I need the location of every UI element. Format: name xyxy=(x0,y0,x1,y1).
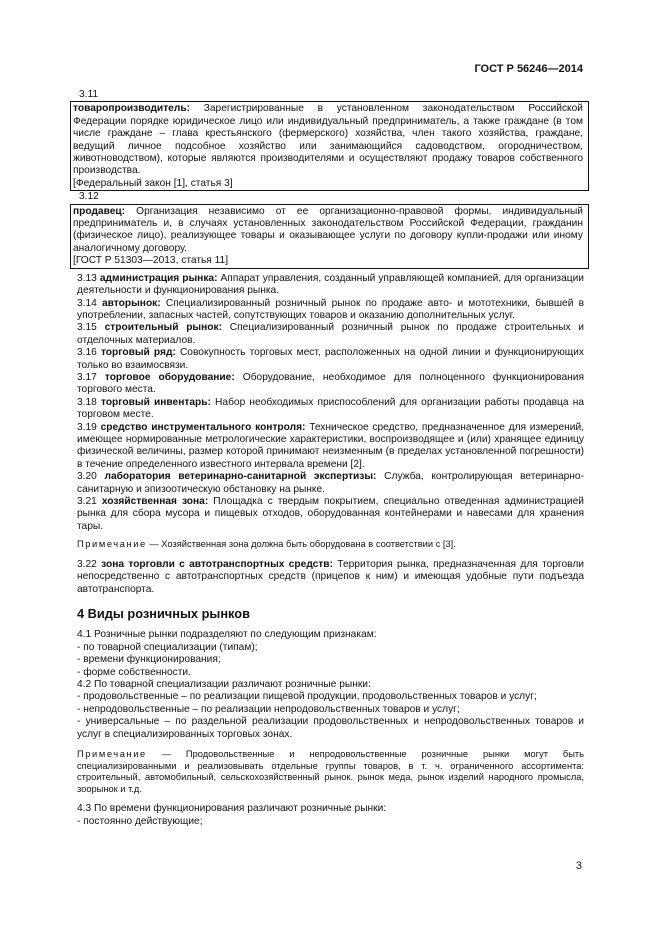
definition-text: Техническое средство, предназначенное для измерений, имеющее нормированные метрологические характеристики, воспроизводящее и (или) хранящее единицу физической величины, размер которой принимают неизменным (в пределах установленной погрешности) в течение определенного известного интервала времени [2]. xyxy=(77,421,584,470)
definition-3-22 xyxy=(77,559,584,596)
definition-3-12 xyxy=(73,206,583,256)
list-item: - времени функционирования; xyxy=(77,654,221,666)
list-4-1 xyxy=(77,642,584,679)
term: лаборатория ветеринарно-санитарной экспертизы: xyxy=(104,471,377,483)
definition-item xyxy=(77,496,584,533)
page-number: 3 xyxy=(575,860,582,872)
term-number: 3.13 xyxy=(77,272,97,284)
list-4-2 xyxy=(77,691,584,741)
term-number: 3.20 xyxy=(77,471,97,483)
term-number-3-11: 3.11 xyxy=(79,89,99,100)
paragraph-4-3: 4.3 По времени функционирования различают розничные рынки: xyxy=(77,803,387,815)
term-number: 3.14 xyxy=(77,297,97,309)
term-3-12: продавец: xyxy=(73,205,126,217)
definition-text: Служба, контролирующая ветеринарно-санитарную и эпизоотическую обстановку на рынке. xyxy=(77,471,584,495)
term-number: 3.21 xyxy=(77,496,97,507)
term: торговый ряд: xyxy=(100,347,176,359)
term: торговое оборудование: xyxy=(104,371,235,383)
definition-item xyxy=(77,422,584,472)
list-item: - постоянно действующие; xyxy=(77,815,203,827)
term: администрация рынка: xyxy=(99,272,218,284)
definition-text: Совокупность торговых мест, расположенных на одной линии и функционирующих только во взаимосвязи. xyxy=(77,347,584,371)
note-label: Примечание xyxy=(77,749,147,760)
note-text: — Продовольственные и непродовольственные розничные рынки могут быть специализированными и реализовывать отдельные группы товаров, в т. ч. ограниченного ассортимента: строительный, автомобильный, сельскохозяйственный рынок. рынок меда, рынок изделий народного промысла, зоорынок и т.д. xyxy=(77,749,584,794)
term-number: 3.19 xyxy=(77,421,97,433)
term-number: 3.16 xyxy=(77,347,97,359)
definition-text-3-12: Организация независимо от ее организационно-правовой формы, индивидуальный предприниматель и, в случаях установленных законодательством Российской Федерации, гражданин (физическое лицо), реализующее товары и оказывающее услуги по договору купли-продажи или иному аналогичному договору. xyxy=(73,205,583,254)
paragraph-4-2: 4.2 По товарной специализации различают розничные рынки: xyxy=(77,679,371,691)
definition-text: Набор необходимых приспособлений для организации работы продавца на торговом месте. xyxy=(77,396,584,421)
list-item: - непродовольственные – по реализации непродовольственных товаров и услуг; xyxy=(77,703,460,715)
definition-text-3-22: Территория рынка, предназначенная для торговли непосредственно с автотранспортных средств (прицепов к ним) и имеющая удобные пути подъезда автотранспорта. xyxy=(77,558,584,595)
definition-item xyxy=(77,347,584,372)
paragraph-4-1: 4.1 Розничные рынки подразделяют по следующим признакам: xyxy=(77,629,377,641)
definition-text: Специализированный розничный рынок по продаже строительных и отделочных материалов. xyxy=(77,322,585,346)
definition-box-3-11 xyxy=(70,101,589,191)
section-4-title: 4 Виды розничных рынков xyxy=(77,606,250,622)
term: средство инструментального контроля: xyxy=(100,421,306,433)
term: торговый инвентарь: xyxy=(100,396,211,408)
term-number: 3.17 xyxy=(77,371,97,383)
page-content xyxy=(73,89,585,828)
source-3-12: [ГОСТ Р 51303—2013, статья 11] xyxy=(73,255,229,267)
list-item: - форме собственности. xyxy=(77,666,191,678)
note-text: — Хозяйственная зона должна быть оборудована в соответствии с [3]. xyxy=(149,539,456,550)
list-item: - универсальные – по раздельной реализации продовольственных и непродовольственных товаров и услуг в специализированных торговых зонах. xyxy=(77,716,584,740)
definition-text: Аппарат управления, созданный управляющей компанией, для организации деятельности и функционирования рынка. xyxy=(77,272,584,297)
term-number-3-22: 3.22 xyxy=(77,558,97,570)
definition-item xyxy=(77,471,584,496)
term-number: 3.18 xyxy=(77,396,97,408)
definition-text-3-11: Зарегистрированные в установленном законодательством Российской Федерации порядке юридическое лицо или индивидуальный предприниматель, а также граждане (в том числе граждане – глава крестьянского (фермерского) хозяйства, член такого хозяйства, граждане, ведущий личное подсобное хозяйство или занимающийся садоводством, огородничеством, животноводством), которые являются производителями и осуществляют продажу товаров собственного производства. xyxy=(73,103,583,177)
term-3-11: товаропроизводитель: xyxy=(73,103,190,115)
definitions-list xyxy=(77,273,584,534)
list-item: - продовольственные – по реализации пищевой продукции, продовольственных товаров и услуг; xyxy=(77,691,537,703)
definition-item xyxy=(77,397,584,422)
list-item: - по товарной специализации (типам); xyxy=(77,641,258,653)
definition-text: Специализированный розничный рынок по продаже авто- и мототехники, бывшей в употреблении, запасных частей, сопутствующих товаров и оказанию дополнительных услуг. xyxy=(77,297,584,321)
definition-item xyxy=(77,322,584,347)
term: авторынок: xyxy=(102,297,161,309)
definition-box-3-12 xyxy=(70,204,589,269)
term-number: 3.15 xyxy=(77,322,97,334)
term-3-22: зона торговли с автотранспортных средств: xyxy=(101,558,333,570)
note-4-2 xyxy=(77,749,584,795)
source-3-11: [Федеральный закон [1], статья 3] xyxy=(73,177,233,189)
term-number-3-12: 3.12 xyxy=(79,191,99,203)
definition-text: Площадка с твердым покрытием, специально отведенная администрацией рынка для сбора мусора и пищевых отходов, оборудованная контейнерами и навесами для хранения тары. xyxy=(77,496,584,532)
note-label: Примечание xyxy=(77,539,147,550)
list-4-3 xyxy=(77,816,584,828)
definition-item xyxy=(77,298,584,323)
definition-text: Оборудование, необходимое для полноценного функционирования торгового места. xyxy=(77,371,584,396)
standard-header: ГОСТ Р 56246—2014 xyxy=(474,63,583,75)
note-3-21 xyxy=(77,539,584,551)
definition-3-11 xyxy=(73,103,583,177)
term: хозяйственная зона: xyxy=(101,496,209,507)
definition-item xyxy=(77,273,584,298)
term: строительный рынок: xyxy=(104,322,223,334)
definition-item xyxy=(77,372,584,397)
